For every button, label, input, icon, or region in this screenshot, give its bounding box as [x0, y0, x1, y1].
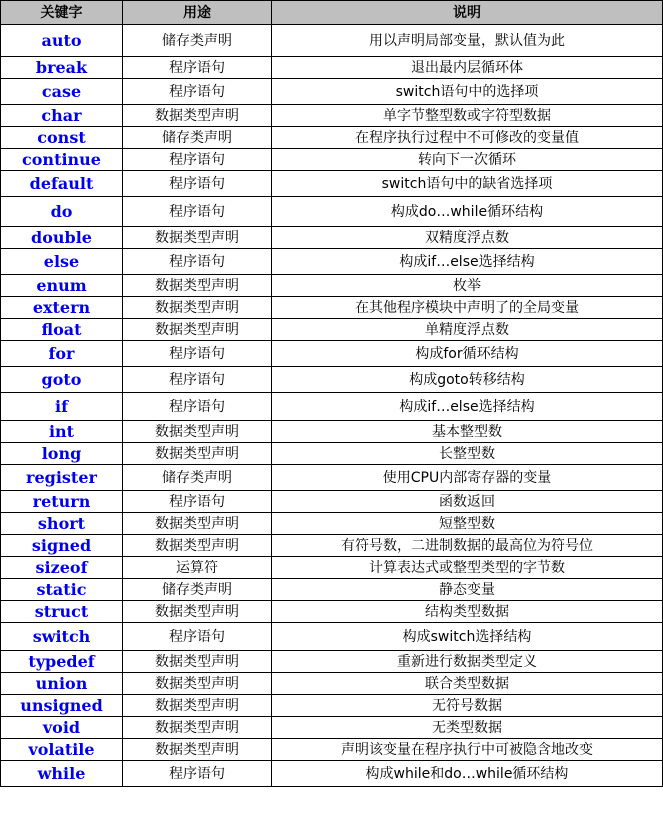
description-cell: 单精度浮点数 [272, 319, 663, 341]
use-cell: 程序语句 [123, 393, 272, 421]
table-row [1, 673, 663, 695]
description-cell: 退出最内层循环体 [272, 57, 663, 79]
keyword-cell: double [1, 227, 123, 249]
description-cell: 在程序执行过程中不可修改的变量值 [272, 127, 663, 149]
use-cell: 程序语句 [123, 367, 272, 393]
table-row [1, 105, 663, 127]
table-row [1, 319, 663, 341]
use-cell: 数据类型声明 [123, 717, 272, 739]
use-cell: 程序语句 [123, 57, 272, 79]
table-row [1, 249, 663, 275]
table-row [1, 79, 663, 105]
use-cell: 数据类型声明 [123, 227, 272, 249]
keyword-cell: if [1, 393, 123, 421]
keyword-cell: do [1, 197, 123, 227]
description-cell: 构成goto转移结构 [272, 367, 663, 393]
table-row [1, 491, 663, 513]
keyword-cell: return [1, 491, 123, 513]
use-cell: 储存类声明 [123, 465, 272, 491]
description-cell: 无类型数据 [272, 717, 663, 739]
keyword-cell: long [1, 443, 123, 465]
description-cell: 联合类型数据 [272, 673, 663, 695]
description-cell: 构成for循环结构 [272, 341, 663, 367]
table-row [1, 557, 663, 579]
description-cell: 基本整型数 [272, 421, 663, 443]
keyword-cell: const [1, 127, 123, 149]
table-header [1, 1, 663, 25]
table-row [1, 127, 663, 149]
use-cell: 储存类声明 [123, 25, 272, 57]
description-cell: 构成if…else选择结构 [272, 249, 663, 275]
use-cell: 数据类型声明 [123, 421, 272, 443]
use-cell: 程序语句 [123, 491, 272, 513]
description-cell: 构成do…while循环结构 [272, 197, 663, 227]
table-row [1, 227, 663, 249]
description-cell: 长整型数 [272, 443, 663, 465]
keyword-cell: signed [1, 535, 123, 557]
description-cell: 结构类型数据 [272, 601, 663, 623]
keyword-cell: else [1, 249, 123, 275]
description-cell: switch语句中的选择项 [272, 79, 663, 105]
description-cell: 有符号数，二进制数据的最高位为符号位 [272, 535, 663, 557]
description-cell: 使用CPU内部寄存器的变量 [272, 465, 663, 491]
description-cell: 用以声明局部变量，默认值为此 [272, 25, 663, 57]
use-cell: 程序语句 [123, 79, 272, 105]
use-cell: 储存类声明 [123, 127, 272, 149]
keyword-cell: unsigned [1, 695, 123, 717]
header-keyword: 关键字 [1, 1, 123, 25]
table-row [1, 513, 663, 535]
description-cell: 枚举 [272, 275, 663, 297]
table-row [1, 393, 663, 421]
table-row [1, 25, 663, 57]
table-row [1, 341, 663, 367]
use-cell: 程序语句 [123, 149, 272, 171]
description-cell: 短整型数 [272, 513, 663, 535]
keyword-cell: float [1, 319, 123, 341]
use-cell: 数据类型声明 [123, 513, 272, 535]
keyword-cell: continue [1, 149, 123, 171]
table-row [1, 443, 663, 465]
keyword-cell: extern [1, 297, 123, 319]
description-cell: 静态变量 [272, 579, 663, 601]
keyword-cell: auto [1, 25, 123, 57]
table-row [1, 197, 663, 227]
table-row [1, 651, 663, 673]
use-cell: 程序语句 [123, 623, 272, 651]
keyword-cell: for [1, 341, 123, 367]
table-row [1, 761, 663, 787]
use-cell: 数据类型声明 [123, 105, 272, 127]
description-cell: 转向下一次循环 [272, 149, 663, 171]
keyword-cell: volatile [1, 739, 123, 761]
keyword-cell: typedef [1, 651, 123, 673]
keyword-cell: goto [1, 367, 123, 393]
keyword-cell: sizeof [1, 557, 123, 579]
table-row [1, 535, 663, 557]
table-row [1, 739, 663, 761]
use-cell: 数据类型声明 [123, 443, 272, 465]
keyword-cell: short [1, 513, 123, 535]
description-cell: switch语句中的缺省选择项 [272, 171, 663, 197]
header-use: 用途 [123, 1, 272, 25]
table-row [1, 717, 663, 739]
use-cell: 程序语句 [123, 761, 272, 787]
table-row [1, 171, 663, 197]
keyword-cell: switch [1, 623, 123, 651]
keyword-cell: void [1, 717, 123, 739]
description-cell: 函数返回 [272, 491, 663, 513]
use-cell: 数据类型声明 [123, 535, 272, 557]
description-cell: 双精度浮点数 [272, 227, 663, 249]
use-cell: 数据类型声明 [123, 297, 272, 319]
keyword-cell: register [1, 465, 123, 491]
keyword-cell: int [1, 421, 123, 443]
description-cell: 在其他程序模块中声明了的全局变量 [272, 297, 663, 319]
header-row [1, 1, 663, 25]
table-row [1, 275, 663, 297]
description-cell: 构成if…else选择结构 [272, 393, 663, 421]
use-cell: 数据类型声明 [123, 601, 272, 623]
keyword-cell: struct [1, 601, 123, 623]
use-cell: 数据类型声明 [123, 739, 272, 761]
description-cell: 构成while和do…while循环结构 [272, 761, 663, 787]
use-cell: 数据类型声明 [123, 275, 272, 297]
use-cell: 数据类型声明 [123, 673, 272, 695]
use-cell: 运算符 [123, 557, 272, 579]
keyword-cell: char [1, 105, 123, 127]
table-row [1, 149, 663, 171]
use-cell: 程序语句 [123, 197, 272, 227]
table-row [1, 367, 663, 393]
keyword-cell: while [1, 761, 123, 787]
table-row [1, 623, 663, 651]
use-cell: 数据类型声明 [123, 695, 272, 717]
header-description: 说明 [272, 1, 663, 25]
description-cell: 单字节整型数或字符型数据 [272, 105, 663, 127]
keyword-cell: default [1, 171, 123, 197]
use-cell: 储存类声明 [123, 579, 272, 601]
table-row [1, 465, 663, 491]
table-row [1, 695, 663, 717]
table-row [1, 601, 663, 623]
description-cell: 构成switch选择结构 [272, 623, 663, 651]
table-row [1, 57, 663, 79]
table-row [1, 579, 663, 601]
description-cell: 计算表达式或整型类型的字节数 [272, 557, 663, 579]
use-cell: 数据类型声明 [123, 651, 272, 673]
description-cell: 声明该变量在程序执行中可被隐含地改变 [272, 739, 663, 761]
description-cell: 无符号数据 [272, 695, 663, 717]
keyword-cell: break [1, 57, 123, 79]
keyword-cell: union [1, 673, 123, 695]
table-body [1, 25, 663, 787]
use-cell: 程序语句 [123, 249, 272, 275]
description-cell: 重新进行数据类型定义 [272, 651, 663, 673]
use-cell: 数据类型声明 [123, 319, 272, 341]
use-cell: 程序语句 [123, 171, 272, 197]
table-row [1, 297, 663, 319]
keyword-cell: static [1, 579, 123, 601]
use-cell: 程序语句 [123, 341, 272, 367]
keyword-cell: enum [1, 275, 123, 297]
table-row [1, 421, 663, 443]
keyword-cell: case [1, 79, 123, 105]
